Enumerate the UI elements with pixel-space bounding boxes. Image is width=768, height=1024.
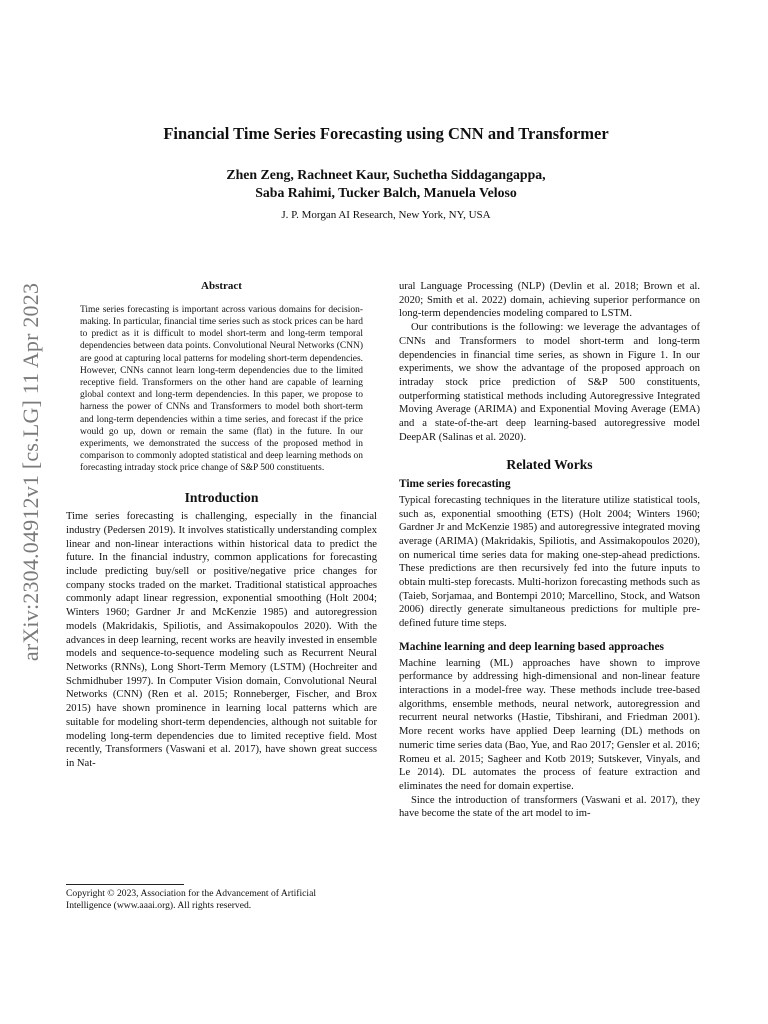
transformers-paragraph: Since the introduction of transformers (Vaswani et al. 2017), they have become the state of the art model to im- bbox=[399, 794, 700, 820]
abstract-heading: Abstract bbox=[201, 280, 242, 292]
arxiv-sidebar-stamp bbox=[8, 262, 54, 682]
copyright-line-2: Intelligence (www.aaai.org). All rights reserved. bbox=[66, 900, 252, 911]
introduction-heading: Introduction bbox=[184, 489, 259, 505]
author-list bbox=[66, 166, 706, 202]
time-series-forecasting-text: Typical forecasting techniques in the literature utilize statistical tools, such as, exponential smoothing (ETS) (Holt 2004; Winters 1960; Gardner Jr and McKenzie 1985) and autoregressive integrated moving average (ARIMA) (Makridakis, Spiliotis, and Assimakopoulos 2020), on numerical time series data for making one-step-ahead predictions. These predictions are then recursively fed into the future inputs to obtain multi-step forecasts. Multi-horizon forecasting methods such as (Taieb, Sorjamaa, and Bontempi 2010; Marcellino, Stock, and Watson 2006) directly generate simultaneous predictions for multiple pre-defined future time steps. bbox=[399, 494, 700, 630]
abstract-text: Time series forecasting is important across various domains for decision-making. In particular, financial time series such as stock prices can be hard to predict as it is difficult to model short-term and long-term temporal dependencies between data points. Convolutional Neural Networks (CNN) are good at capturing local patterns for modeling short-term dependencies. However, CNNs cannot learn long-term dependencies due to the limited receptive field. Transformers on the other hand are capable of learning global context and long-term dependencies. In this paper, we propose to harness the power of CNNs and Transformers to model both short-term and long-term dependencies within a time series, and forecast if the price would go up, down or remain the same (flat) in the future. In our experiments, we demonstrated the success of the proposed method in comparison to commonly adopted statistical and deep learning methods on forecasting intraday stock price change of S&P 500 constituents. bbox=[80, 304, 363, 474]
introduction-paragraph-1-continued: ural Language Processing (NLP) (Devlin et al. 2018; Brown et al. 2020; Smith et al. 2022) domain, achieving superior performance on long-term dependencies modeling compared to LSTM. bbox=[399, 281, 700, 320]
right-column bbox=[399, 280, 700, 821]
footnote-rule bbox=[66, 884, 184, 885]
ml-dl-approaches-text: Machine learning (ML) approaches have shown to improve performance by addressing high-dimensional and non-linear feature interactions in a model-free way. These methods include tree-based algorithms, ensemble methods, neural network, autoregression and recurrent neural networks (Hastie, Tibshirani, and Friedman 2001). More recent works have applied Deep learning (DL) methods on numeric time series data (Bao, Yue, and Rao 2017; Gensler et al. 2016; Romeu et al. 2015; Sagheer and Kotb 2019; Sutskever, Vinyals, and Le 2014). DL automates the process of feature extraction and eliminates the need for domain expertise. bbox=[399, 657, 700, 792]
arxiv-identifier: arXiv:2304.04912v1 [cs.LG] 11 Apr 2023 bbox=[18, 282, 44, 662]
introduction-paragraph-2: Our contributions is the following: we leverage the advantages of CNNs and Transformers to model short-term and long-term dependencies in financial time series, as shown in Figure 1. In our experiments, we show the advantage of the proposed approach on intraday stock price prediction of S&P 500 constituents, outperforming statistical methods including Autoregressive Integrated Moving Average (ARIMA) and Exponential Moving Average (EMA) and a state-of-the-art deep learning-based autoregressive model DeepAR (Salinas et al. 2020). bbox=[399, 322, 700, 443]
paper-title: Financial Time Series Forecasting using CNN and Transformer bbox=[163, 124, 609, 143]
affiliation: J. P. Morgan AI Research, New York, NY, USA bbox=[281, 209, 491, 221]
copyright-line-1: Copyright © 2023, Association for the Advancement of Artificial bbox=[66, 888, 317, 899]
copyright-footnote bbox=[66, 884, 377, 912]
subsection-ml-dl-approaches: Machine learning and deep learning based approaches bbox=[399, 640, 664, 653]
subsection-time-series-forecasting: Time series forecasting bbox=[399, 478, 511, 491]
introduction-paragraph-1: Time series forecasting is challenging, especially in the financial industry (Pedersen 2019). It involves statistically understanding complex linear and non-linear interactions within historical data to predict the future. In the financial industry, common applications for forecasting include predicting buy/sell or positive/negative price changes for company stocks traded on the market. Traditional statistical approaches commonly adapt linear regression, exponential smoothing (Holt 2004; Winters 1960; Gardner Jr and McKenzie 1985) and autoregression models (Makridakis, Spiliotis, and Assimakopoulos 2020). With the advances in deep learning, recent works are heavily invested in ensemble models and sequence-to-sequence modeling such as Recurrent Neural Networks (RNNs), Long Short-Term Memory (LSTM) (Hochreiter and Schmidhuber 1997). In Computer Vision domain, Convolutional Neural Networks (CNN) (Ren et al. 2015; Ronneberger, Fischer, and Brox 2015) have shown prominence in learning local patterns which are suitable for modeling short-term dependencies, although not suitable for modeling long-term dependencies due to limited receptive field. Most recently, Transformers (Vaswani et al. 2017), have shown great success in Nat- bbox=[66, 511, 377, 769]
left-column bbox=[66, 280, 377, 771]
related-works-heading: Related Works bbox=[506, 457, 593, 473]
authors-line-1: Zhen Zeng, Rachneet Kaur, Suchetha Siddagangappa, bbox=[226, 167, 546, 182]
authors-line-2: Saba Rahimi, Tucker Balch, Manuela Veloso bbox=[255, 185, 517, 200]
